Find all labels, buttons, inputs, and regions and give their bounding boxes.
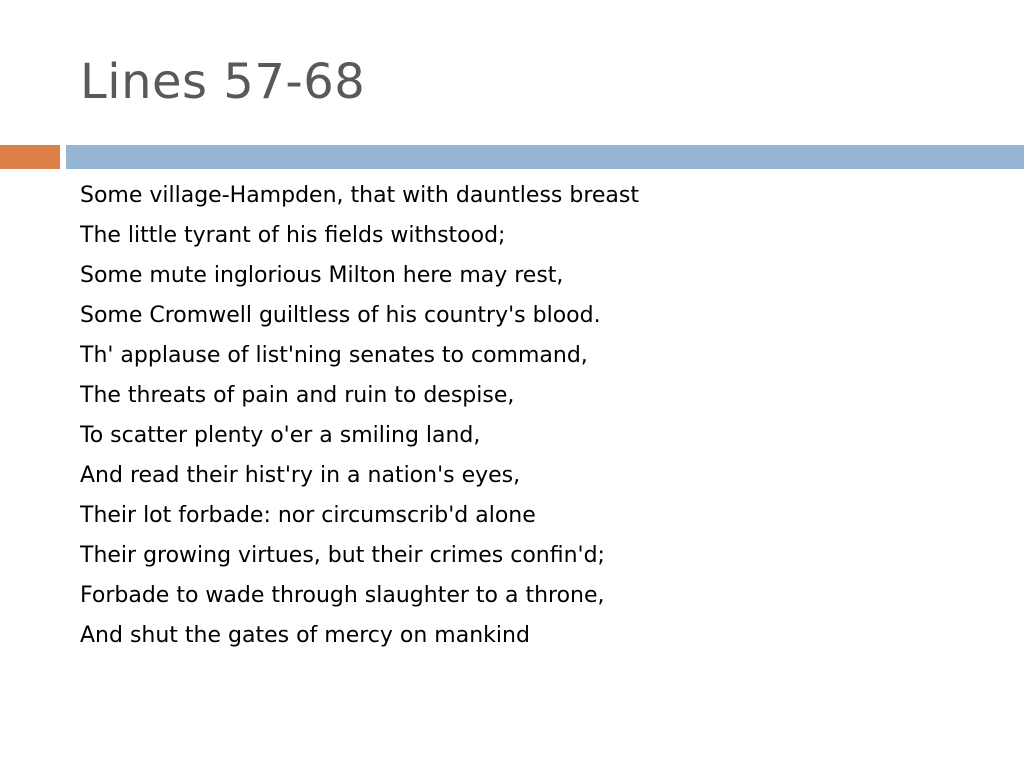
- poem-body: [80, 176, 639, 656]
- poem-line: And shut the gates of mercy on mankind: [80, 623, 530, 648]
- poem-line: Their growing virtues, but their crimes confin'd;: [80, 543, 605, 568]
- slide-title: Lines 57-68: [80, 54, 366, 110]
- poem-line: The threats of pain and ruin to despise,: [80, 383, 515, 408]
- poem-line: To scatter plenty o'er a smiling land,: [80, 423, 481, 448]
- poem-line: Some village-Hampden, that with dauntless breast: [80, 183, 640, 208]
- poem-line: Th' applause of list'ning senates to command,: [80, 343, 588, 368]
- poem-line: Some Cromwell guiltless of his country's blood.: [80, 303, 601, 328]
- title-rule-bar: [66, 145, 1024, 169]
- poem-line: Forbade to wade through slaughter to a throne,: [80, 583, 605, 608]
- title-rule-accent: [0, 145, 60, 169]
- poem-line: The little tyrant of his fields withstood;: [80, 223, 506, 248]
- poem-line: Some mute inglorious Milton here may rest,: [80, 263, 564, 288]
- poem-line: Their lot forbade: nor circumscrib'd alone: [80, 503, 536, 528]
- poem-line: And read their hist'ry in a nation's eyes,: [80, 463, 521, 488]
